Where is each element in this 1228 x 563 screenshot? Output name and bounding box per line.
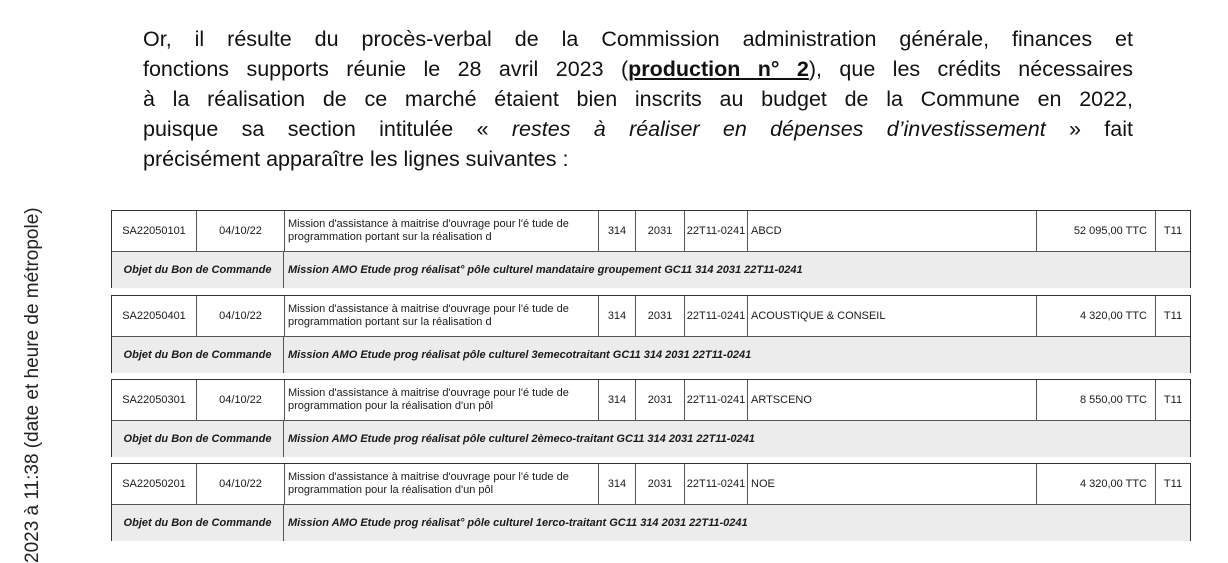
paragraph-line: à la réalisation de ce marché étaient bien inscrits au budget de la Commune en 2022, [143,87,1133,111]
amount: 4 320,00 TTC [1037,296,1156,336]
order-object-value: Mission AMO Etude prog réalisat° pôle culturel 1erco-traitant GC11 314 2031 22T11-0241 [288,517,748,529]
service-code: T11 [1163,225,1183,237]
account-code: 2031 [636,380,685,420]
paragraph-text: puisque sa section intitulée « [143,117,512,141]
budget-line-block [111,379,1191,457]
account-code: 2031 [636,296,685,336]
supplier-name: ABCD [748,211,1037,251]
production-reference: production n° 2 [628,57,809,81]
order-date: 04/10/22 [197,380,285,420]
side-timestamp-stamp: 2023 à 11:38 (date et heure de métropole) [22,207,43,563]
function-code: 314 [599,380,636,420]
function-code: 314 [599,211,636,251]
order-ref: SA22050101 [112,211,197,251]
order-object-row [112,421,1190,457]
order-object-label: Objet du Bon de Commande [112,337,284,373]
order-ref: SA22050201 [112,464,197,504]
order-ref: SA22050401 [112,296,197,336]
table-row [112,380,1190,421]
order-description: Mission d'assistance à maitrise d'ouvrage pour l'é tude de programmation pour la réalisation d'un pôl [285,380,599,420]
table-row [112,211,1190,252]
supplier-name: ACOUSTIQUE & CONSEIL [748,296,1037,336]
order-object-value: Mission AMO Etude prog réalisat° pôle culturel mandataire groupement GC11 314 2031 22T11-0241 [288,264,803,276]
function-code: 314 [599,464,636,504]
table-row [112,464,1190,505]
order-object-value: Mission AMO Etude prog réalisat pôle culturel 3emecotraitant GC11 314 2031 22T11-0241 [288,349,752,361]
order-object-value: Mission AMO Etude prog réalisat pôle culturel 2èmeco-traitant GC11 314 2031 22T11-0241 [288,433,755,445]
operation-code: 22T11-0241 [685,296,748,336]
paragraph-text: ), que les crédits nécessaires [808,57,1134,81]
amount: 8 550,00 TTC [1037,380,1156,420]
budget-line-block [111,463,1191,541]
paragraph-text: » fait [1045,117,1133,141]
order-date: 04/10/22 [197,464,285,504]
order-object-row [112,505,1190,541]
body-paragraph [143,24,1133,174]
paragraph-line: Or, il résulte du procès-verbal de la Commission administration générale, finances et [143,27,1133,51]
order-object-row [112,337,1190,373]
operation-code: 22T11-0241 [685,211,748,251]
order-object-label: Objet du Bon de Commande [112,505,284,541]
order-object-label: Objet du Bon de Commande [112,421,284,457]
paragraph-text: fonctions supports réunie le 28 avril 2023 ( [143,57,629,81]
account-code: 2031 [636,211,685,251]
order-description: Mission d'assistance à maitrise d'ouvrage pour l'é tude de programmation portant sur la réalisation d [285,296,599,336]
function-code: 314 [599,296,636,336]
order-date: 04/10/22 [197,211,285,251]
amount: 52 095,00 TTC [1037,211,1156,251]
account-code: 2031 [636,464,685,504]
order-object-label: Objet du Bon de Commande [112,252,284,288]
budget-line-block [111,295,1191,373]
operation-code: 22T11-0241 [685,380,748,420]
order-date: 04/10/22 [197,296,285,336]
supplier-name: ARTSCENO [748,380,1037,420]
operation-code: 22T11-0241 [685,464,748,504]
order-object-row [112,252,1190,288]
paragraph-line: précisément apparaître les lignes suivantes : [143,147,569,171]
order-description: Mission d'assistance à maitrise d'ouvrage pour l'é tude de programmation pour la réalisation d'un pôl [285,464,599,504]
paragraph-line [143,114,1133,144]
service-code: T11 [1163,478,1183,490]
paragraph-line [143,54,1133,84]
table-row [112,296,1190,337]
service-code: T11 [1163,394,1183,406]
order-description: Mission d'assistance à maitrise d'ouvrage pour l'é tude de programmation portant sur la réalisation d [285,211,599,251]
amount: 4 320,00 TTC [1037,464,1156,504]
budget-line-block [111,210,1191,288]
service-code: T11 [1163,310,1183,322]
order-ref: SA22050301 [112,380,197,420]
supplier-name: NOE [748,464,1037,504]
section-title-italic: restes à réaliser en dépenses d’investissement [511,117,1046,141]
